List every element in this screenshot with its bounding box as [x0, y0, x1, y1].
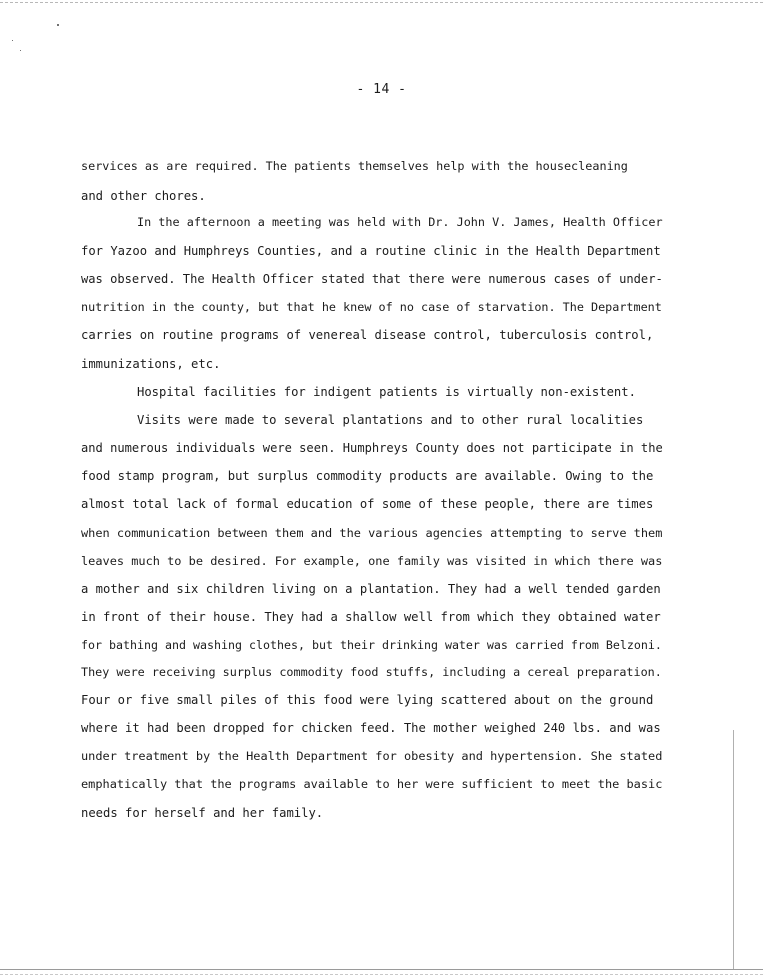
scan-speck: [12, 40, 13, 41]
text-line: emphatically that the programs available to her were sufficient to meet the basic: [81, 777, 663, 791]
page-top-edge: [0, 2, 763, 3]
text-line: a mother and six children living on a plantation. They had a well tended garden: [81, 582, 661, 596]
text-line: They were receiving surplus commodity food stuffs, including a cereal preparation.: [81, 665, 662, 679]
text-line: and other chores.: [81, 189, 206, 203]
text-line: Hospital facilities for indigent patients is virtually non-existent.: [137, 385, 636, 399]
text-line: in front of their house. They had a shallow well from which they obtained water: [81, 610, 661, 624]
text-line: for bathing and washing clothes, but their drinking water was carried from Belzoni.: [81, 638, 662, 652]
text-line: almost total lack of formal education of some of these people, there are times: [81, 497, 654, 511]
scan-margin-line: [733, 730, 734, 970]
text-line: In the afternoon a meeting was held with Dr. John V. James, Health Officer: [137, 215, 663, 229]
page-number: - 14 -: [356, 82, 407, 97]
text-line: was observed. The Health Officer stated that there were numerous cases of under-: [81, 272, 663, 286]
text-line: food stamp program, but surplus commodity products are available. Owing to the: [81, 469, 654, 483]
scan-speck: [20, 50, 21, 51]
scan-speck: [57, 24, 59, 26]
text-line: leaves much to be desired. For example, one family was visited in which there was: [81, 554, 663, 568]
text-line: when communication between them and the various agencies attempting to serve them: [81, 526, 663, 540]
page-bottom-edge: [0, 969, 763, 970]
text-line: immunizations, etc.: [81, 357, 221, 371]
text-line: for Yazoo and Humphreys Counties, and a routine clinic in the Health Department: [81, 244, 661, 258]
text-line: carries on routine programs of venereal disease control, tuberculosis control,: [81, 328, 654, 342]
text-line: Visits were made to several plantations and to other rural localities: [137, 413, 644, 427]
text-line: where it had been dropped for chicken feed. The mother weighed 240 lbs. and was: [81, 721, 661, 735]
text-line: under treatment by the Health Department for obesity and hypertension. She stated: [81, 749, 663, 763]
text-line: Four or five small piles of this food were lying scattered about on the ground: [81, 693, 654, 707]
page-bottom-edge-dashed: [0, 974, 763, 975]
text-line: and numerous individuals were seen. Humphreys County does not participate in the: [81, 441, 663, 455]
text-line: needs for herself and her family.: [81, 806, 324, 820]
text-line: nutrition in the county, but that he knew of no case of starvation. The Department: [81, 300, 662, 314]
text-line: services as are required. The patients themselves help with the housecleaning: [81, 159, 628, 173]
